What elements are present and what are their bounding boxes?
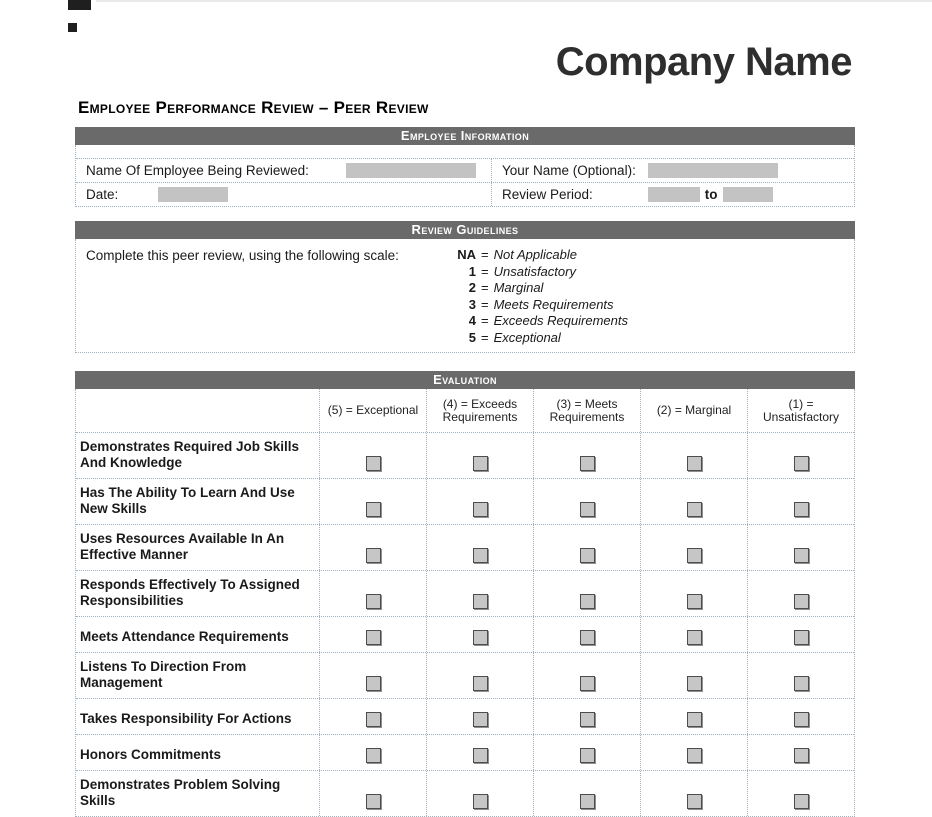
evaluation-row [76, 616, 854, 652]
review-period-label: Review Period: [502, 187, 593, 202]
scale-key: 1 [468, 263, 476, 279]
scale-value: Meets Requirements [493, 296, 614, 312]
rating-checkbox[interactable] [580, 594, 595, 609]
rating-cell [747, 433, 854, 478]
rating-checkbox[interactable] [687, 456, 702, 471]
scale-equals: = [481, 280, 489, 295]
criterion-label: Honors Commitments [80, 747, 222, 762]
rating-checkbox[interactable] [580, 630, 595, 645]
rating-checkbox[interactable] [473, 502, 488, 517]
rating-cell [319, 699, 426, 734]
scale-value: Exceptional [493, 329, 561, 345]
rating-checkbox[interactable] [473, 594, 488, 609]
your-name-label: Your Name (Optional): [502, 163, 636, 178]
your-name-cell [491, 159, 854, 182]
rating-cell [747, 479, 854, 524]
rating-checkbox[interactable] [687, 594, 702, 609]
column-header-5: (5) = Exceptional [319, 389, 426, 432]
scale-key: 2 [468, 280, 476, 295]
rating-checkbox[interactable] [580, 748, 595, 763]
rating-cell [533, 433, 640, 478]
date-input[interactable] [158, 187, 228, 202]
rating-cell [533, 735, 640, 770]
employee-info-table [75, 145, 855, 207]
rating-checkbox[interactable] [794, 794, 809, 809]
rating-checkbox[interactable] [794, 748, 809, 763]
rating-cell [426, 571, 533, 616]
rating-cell [533, 699, 640, 734]
review-form [75, 127, 855, 817]
rating-checkbox[interactable] [687, 548, 702, 563]
rating-cell [640, 571, 747, 616]
criterion-label: Responds Effectively To Assigned Responsibilities [80, 577, 300, 608]
form-title: Employee Performance Review – Peer Review [78, 98, 429, 117]
rating-cell [640, 735, 747, 770]
rating-checkbox[interactable] [687, 794, 702, 809]
scale-equals: = [481, 296, 489, 312]
rating-checkbox[interactable] [580, 676, 595, 691]
scale-value: Unsatisfactory [493, 263, 576, 279]
rating-cell [640, 617, 747, 652]
criteria-column-header [76, 389, 319, 432]
rating-checkbox[interactable] [366, 712, 381, 727]
date-label: Date: [86, 187, 119, 202]
employee-name-input[interactable] [346, 163, 476, 178]
corner-mark [68, 0, 91, 10]
evaluation-row [76, 432, 854, 478]
rating-cell [319, 525, 426, 570]
column-header-1: (1) = Unsatisfactory [747, 389, 854, 432]
rating-checkbox[interactable] [580, 502, 595, 517]
rating-cell [747, 525, 854, 570]
rating-checkbox[interactable] [473, 676, 488, 691]
rating-cell [319, 571, 426, 616]
review-guidelines-section [75, 221, 855, 353]
rating-checkbox[interactable] [687, 712, 702, 727]
evaluation-row [76, 478, 854, 524]
column-header-2: (2) = Marginal [640, 389, 747, 432]
evaluation-row [76, 524, 854, 570]
scale-item [451, 330, 628, 347]
criterion-label: Demonstrates Problem Solving Skills [80, 777, 281, 808]
scale-key: 4 [468, 313, 476, 328]
rating-checkbox[interactable] [473, 630, 488, 645]
criterion-label: Uses Resources Available In An Effective Manner [80, 531, 285, 562]
rating-cell [533, 771, 640, 816]
rating-cell [319, 479, 426, 524]
rating-cell [426, 653, 533, 698]
rating-cell [319, 653, 426, 698]
section-header-employee-information: Employee Information [75, 127, 855, 145]
rating-cell [426, 525, 533, 570]
column-header-4: (4) = Exceeds Requirements [426, 389, 533, 432]
scale-item [451, 280, 628, 297]
rating-cell [319, 433, 426, 478]
company-name: Company Name [555, 40, 852, 84]
rating-checkbox[interactable] [580, 712, 595, 727]
guidelines-instruction: Complete this peer review, using the following scale: [86, 248, 399, 263]
rating-cell [640, 433, 747, 478]
rating-checkbox[interactable] [794, 594, 809, 609]
evaluation-row [76, 652, 854, 698]
rating-cell [426, 433, 533, 478]
rating-cell [747, 735, 854, 770]
scale-value: Marginal [493, 280, 544, 295]
scale-equals: = [481, 247, 489, 262]
rating-cell [533, 479, 640, 524]
scale-equals: = [481, 263, 489, 279]
employee-name-label: Name Of Employee Being Reviewed: [86, 163, 309, 178]
criterion-label: Has The Ability To Learn And Use New Skills [80, 485, 295, 516]
rating-checkbox[interactable] [473, 712, 488, 727]
rating-cell [426, 479, 533, 524]
rating-checkbox[interactable] [473, 548, 488, 563]
rating-cell [640, 479, 747, 524]
rating-checkbox[interactable] [794, 548, 809, 563]
rating-cell [426, 617, 533, 652]
rating-cell [426, 699, 533, 734]
info-spacer [76, 145, 854, 158]
rating-checkbox[interactable] [794, 502, 809, 517]
rating-checkbox[interactable] [687, 676, 702, 691]
scale-equals: = [481, 313, 489, 328]
rating-checkbox[interactable] [580, 456, 595, 471]
scale-value: Exceeds Requirements [493, 313, 628, 328]
scale-key: 3 [468, 296, 476, 312]
rating-cell [426, 771, 533, 816]
review-period-end-input[interactable] [723, 187, 773, 202]
evaluation-section [75, 371, 855, 817]
criterion-label: Listens To Direction From Management [80, 659, 247, 690]
rating-checkbox[interactable] [794, 712, 809, 727]
rating-cell [747, 771, 854, 816]
rating-cell [533, 525, 640, 570]
scale-item [451, 247, 628, 264]
rating-cell [319, 617, 426, 652]
info-row-names [76, 158, 854, 182]
rating-cell [640, 771, 747, 816]
rating-cell [533, 617, 640, 652]
section-header-evaluation: Evaluation [75, 371, 855, 389]
date-cell [76, 183, 491, 206]
rating-checkbox[interactable] [580, 548, 595, 563]
rating-cell [747, 653, 854, 698]
scale-key: 5 [468, 329, 476, 345]
criterion-label: Meets Attendance Requirements [80, 629, 289, 644]
rating-checkbox[interactable] [366, 748, 381, 763]
rating-checkbox[interactable] [366, 676, 381, 691]
rating-cell [640, 699, 747, 734]
rating-cell [640, 653, 747, 698]
evaluation-table [75, 389, 855, 817]
scale-equals: = [481, 329, 489, 345]
page-edge-line [96, 0, 932, 2]
rating-checkbox[interactable] [473, 794, 488, 809]
rating-checkbox[interactable] [473, 748, 488, 763]
rating-cell [640, 525, 747, 570]
employee-name-cell [76, 159, 491, 182]
info-row-dates [76, 182, 854, 206]
rating-checkbox[interactable] [366, 548, 381, 563]
rating-checkbox[interactable] [366, 794, 381, 809]
rating-checkbox[interactable] [687, 630, 702, 645]
evaluation-row [76, 698, 854, 734]
rating-checkbox[interactable] [580, 794, 595, 809]
review-period-cell [491, 183, 854, 206]
criterion-label: Takes Responsibility For Actions [80, 711, 292, 726]
rating-cell [319, 735, 426, 770]
guidelines-box [75, 239, 855, 353]
rating-checkbox[interactable] [687, 502, 702, 517]
evaluation-header-row [76, 389, 854, 432]
section-header-review-guidelines: Review Guidelines [75, 221, 855, 239]
rating-checkbox[interactable] [366, 456, 381, 471]
scale-item [451, 313, 628, 330]
rating-checkbox[interactable] [794, 676, 809, 691]
rating-cell [747, 571, 854, 616]
scale-key: NA [457, 247, 476, 262]
rating-checkbox[interactable] [794, 630, 809, 645]
rating-cell [747, 699, 854, 734]
rating-checkbox[interactable] [473, 456, 488, 471]
rating-checkbox[interactable] [366, 594, 381, 609]
rating-cell [426, 735, 533, 770]
corner-mark [68, 23, 77, 32]
rating-cell [533, 653, 640, 698]
rating-checkbox[interactable] [366, 502, 381, 517]
scale-value: Not Applicable [493, 247, 577, 262]
criterion-label: Demonstrates Required Job Skills And Knowledge [80, 439, 300, 470]
rating-scale-list [451, 247, 628, 346]
rating-checkbox[interactable] [687, 748, 702, 763]
scale-item [451, 297, 628, 314]
scale-item [451, 264, 628, 281]
column-header-3: (3) = Meets Requirements [533, 389, 640, 432]
rating-checkbox[interactable] [794, 456, 809, 471]
your-name-input[interactable] [648, 163, 778, 178]
rating-cell [533, 571, 640, 616]
evaluation-row [76, 770, 854, 816]
rating-cell [319, 771, 426, 816]
evaluation-row [76, 570, 854, 616]
rating-checkbox[interactable] [366, 630, 381, 645]
review-period-start-input[interactable] [648, 187, 700, 202]
review-period-to-label: to [704, 187, 718, 202]
rating-cell [747, 617, 854, 652]
evaluation-row [76, 734, 854, 770]
